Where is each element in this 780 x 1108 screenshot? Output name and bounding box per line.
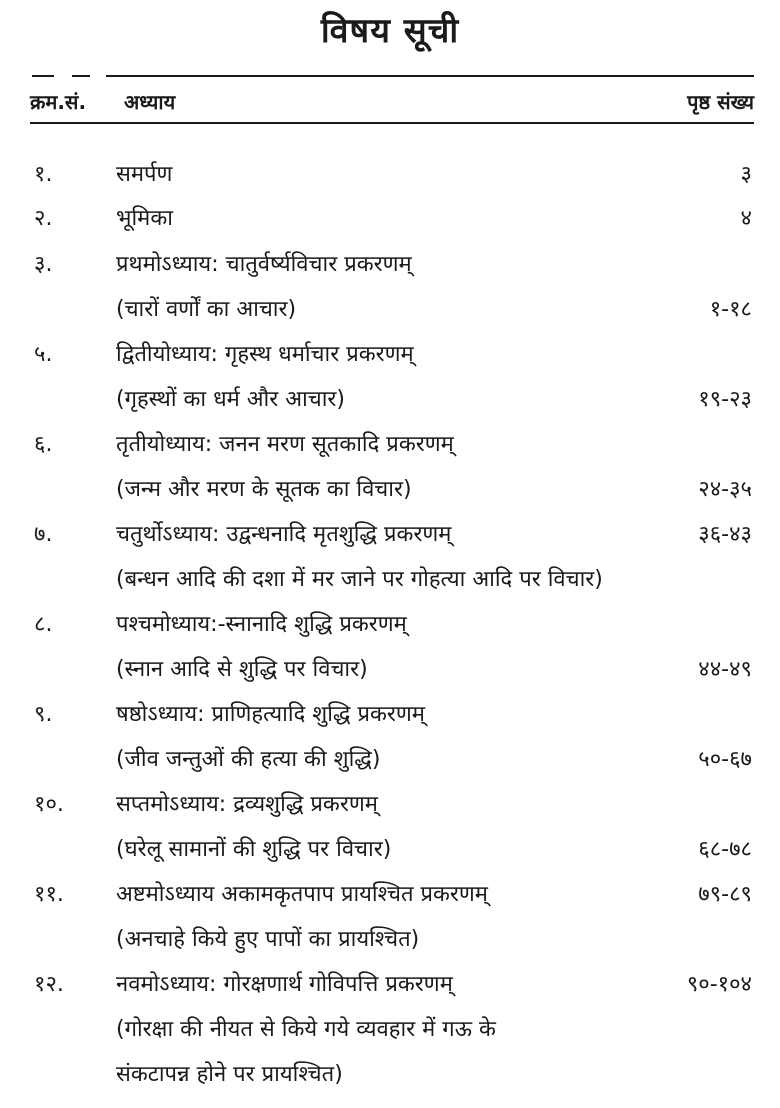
toc-row	[0, 653, 780, 693]
toc-row-page: ७९-८९	[698, 882, 752, 907]
toc-row-title: (घरेलू सामानों की शुद्धि पर विचार)	[116, 837, 392, 862]
toc-row-number: ५.	[34, 342, 53, 367]
toc-row-title: संकटापन्न होने पर प्रायश्चित)	[116, 1062, 343, 1087]
toc-row-title: द्वितीयोध्याय: गृहस्थ धर्माचार प्रकरणम्	[116, 342, 414, 367]
toc-row-title: भूमिका	[116, 206, 173, 231]
toc-row-title: (गोरक्षा की नीयत से किये गये व्यवहार में गऊ के	[116, 1017, 496, 1042]
top-rule-dash-1	[32, 75, 54, 77]
toc-row	[0, 698, 780, 738]
toc-row	[0, 473, 780, 513]
toc-row	[0, 518, 780, 558]
toc-row-number: १०.	[34, 792, 64, 817]
header-serial: क्रम.सं.	[30, 90, 87, 114]
toc-row-page: ९०-१०४	[686, 972, 752, 997]
toc-row-title: सप्तमोऽध्याय: द्रव्यशुद्धि प्रकरणम्	[116, 792, 378, 817]
toc-row	[0, 158, 780, 198]
header-bottom-rule	[30, 122, 754, 124]
toc-row-page: ३	[740, 162, 752, 187]
toc-row-number: ८.	[34, 612, 53, 637]
toc-row-title: (स्नान आदि से शुद्धि पर विचार)	[116, 657, 368, 682]
toc-row	[0, 383, 780, 423]
header-chapter: अध्याय	[124, 90, 176, 114]
toc-row-title: समर्पण	[116, 162, 173, 187]
toc-row-title: (बन्धन आदि की दशा में मर जाने पर गोहत्या आदि पर विचार)	[116, 567, 603, 592]
toc-row	[0, 923, 780, 963]
toc-row-page: १-१८	[709, 297, 752, 322]
toc-row-number: ६.	[34, 432, 53, 457]
toc-row-title: (अनचाहे किये हुए पापों का प्रायश्चित)	[116, 927, 420, 952]
toc-row-page: ४	[740, 206, 752, 231]
toc-row-page: ३६-४३	[698, 522, 752, 547]
toc-row-title: पश्चमोध्याय:-स्नानादि शुद्धि प्रकरणम्	[116, 612, 407, 637]
toc-row	[0, 878, 780, 918]
toc-row-page: २४-३५	[698, 477, 752, 502]
toc-row	[0, 1058, 780, 1098]
toc-row-title: (गृहस्थों का धर्म और आचार)	[116, 387, 346, 412]
toc-row	[0, 743, 780, 783]
toc-row-title: अष्टमोऽध्याय अकामकृतपाप प्रायश्चित प्रकरणम्	[116, 882, 488, 907]
toc-row	[0, 1013, 780, 1053]
toc-row-number: ११.	[34, 882, 64, 907]
toc-row	[0, 428, 780, 468]
toc-row-title: (चारों वर्णों का आचार)	[116, 297, 297, 322]
page-title: विषय सूची	[320, 11, 460, 51]
toc-row-page: ६८-७८	[698, 837, 752, 862]
toc-row-number: १.	[34, 162, 53, 187]
toc-row-number: २.	[34, 206, 53, 231]
toc-row	[0, 563, 780, 603]
toc-row	[0, 608, 780, 648]
toc-row-number: ७.	[34, 522, 53, 547]
toc-row-number: ९.	[34, 702, 53, 727]
toc-row	[0, 338, 780, 378]
toc-row	[0, 833, 780, 873]
toc-row-page: ४४-४९	[698, 657, 752, 682]
toc-row	[0, 968, 780, 1008]
toc-row	[0, 788, 780, 828]
toc-row	[0, 293, 780, 333]
toc-row	[0, 202, 780, 242]
toc-row-title: प्रथमोऽध्याय: चातुर्वर्ष्यविचार प्रकरणम्	[116, 252, 412, 277]
toc-row-title: (जन्म और मरण के सूतक का विचार)	[116, 477, 412, 502]
toc-row-page: ५०-६७	[698, 747, 752, 772]
toc-row-title: चतुर्थोऽध्याय: उद्वन्धनादि मृतशुद्धि प्रकरणम्	[116, 522, 452, 547]
toc-row-number: ३.	[34, 252, 53, 277]
top-rule-dash-2	[72, 75, 90, 77]
header-page: पृष्ठ संख्य	[687, 90, 754, 114]
toc-row-title: षष्ठोऽध्याय: प्राणिहत्यादि शुद्धि प्रकरणम्	[116, 702, 425, 727]
toc-row-number: १२.	[34, 972, 64, 997]
toc-row-title: (जीव जन्तुओं की हत्या की शुद्धि)	[116, 747, 381, 772]
toc-row	[0, 248, 780, 288]
toc-row-title: नवमोऽध्याय: गोरक्षणार्थ गोविपत्ति प्रकरणम्	[116, 972, 453, 997]
toc-row-page: १९-२३	[698, 387, 752, 412]
top-rule	[106, 75, 754, 77]
toc-row-title: तृतीयोध्याय: जनन मरण सूतकादि प्रकरणम्	[116, 432, 454, 457]
